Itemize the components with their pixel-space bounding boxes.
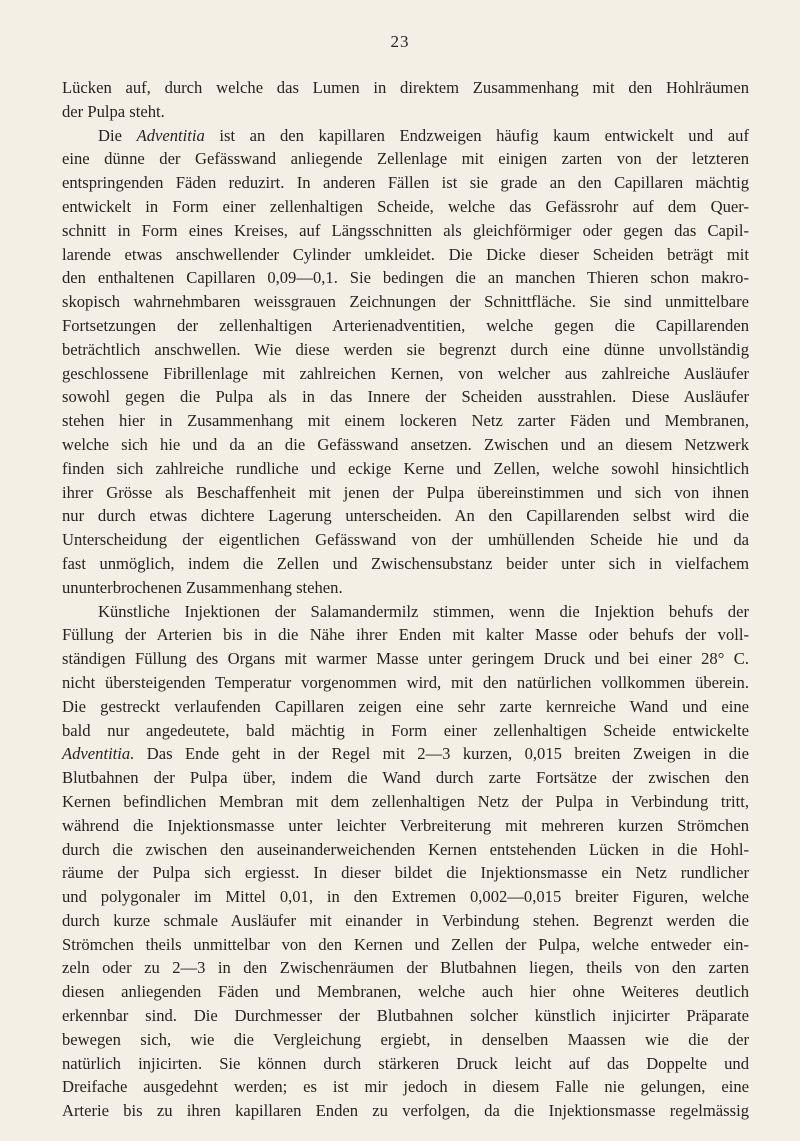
text-line: natürlich injicirten. Sie können durch stärkeren Druck leicht auf das Doppelte und [62,1053,749,1073]
text-line: Kernen befindlichen Membran mit dem zellenhaltigen Netz der Pulpa in Verbindung tritt, [62,791,749,811]
text-line: Dreifache ausgedehnt werden; es ist mir jedoch in diesem Falle nie gelungen, eine [62,1077,749,1097]
text-line-segment: Das Ende geht in der Regel mit 2—3 kurzen, 0,015 breiten Zweigen in die [134,744,749,764]
text-line: ständigen Füllung des Organs mit warmer Masse unter geringem Druck und bei einer 28° C. [62,649,749,669]
text-line: während die Injektionsmasse unter leichter Verbreiterung mit mehreren kurzen Strömchen [62,815,749,835]
text-line: ihrer Grösse als Beschaffenheit mit jenen der Pulpa übereinstimmen und sich von ihnen [62,482,749,502]
text-line [62,124,749,148]
italic-term: Adventitia. [62,744,135,764]
text-line: entwickelt in Form einer zellenhaltigen Scheide, welche das Gefässrohr auf dem Quer- [62,196,749,216]
body-text [62,76,749,1123]
text-line: erkennbar sind. Die Durchmesser der Blutbahnen solcher künstlich injicirter Präparate [62,1006,749,1026]
text-line: Füllung der Arterien bis in die Nähe ihrer Enden mit kalter Masse oder behufs der voll- [62,625,749,645]
text-line: eine dünne der Gefässwand anliegende Zellenlage mit einigen zarten von der letzteren [62,149,749,169]
text-line: bald nur angedeutete, bald mächtig in Form einer zellenhaltigen Scheide entwickelte [62,720,749,740]
text-line: der Pulpa steht. [62,101,165,121]
text-line: geschlossene Fibrillenlage mit zahlreichen Kernen, von welcher aus zahlreiche Ausläufer [62,363,749,383]
page-number: 23 [390,32,410,51]
text-line: beträchtlich anschwellen. Wie diese werden sie begrenzt durch eine dünne unvollständig [62,339,749,359]
text-line: Fortsetzungen der zellenhaltigen Arterienadventitien, welche gegen die Capillarenden [62,315,749,335]
text-line: durch die zwischen den auseinanderweichenden Kernen entstehenden Lücken in die Hohl- [62,839,749,859]
italic-term: Adventitia [136,125,205,145]
text-line: räume der Pulpa sich ergiesst. In dieser bildet die Injektionsmasse ein Netz rundlicher [62,863,749,883]
text-line-segment: ist an den kapillaren Endzweigen häufig kaum entwickelt und auf [204,125,750,145]
text-line: larende etwas anschwellender Cylinder umkleidet. Die Dicke dieser Scheiden beträgt mit [62,244,749,264]
text-line: bewegen sich, wie die Vergleichung ergiebt, in denselben Maassen wie die der [62,1029,749,1049]
text-line: Arterie bis zu ihren kapillaren Enden zu verfolgen, da die Injektionsmasse regelmässig [62,1101,749,1121]
text-line: den enthaltenen Capillaren 0,09—0,1. Sie bedingen die an manchen Thieren schon makro- [62,268,749,288]
text-line: ununterbrochenen Zusammenhang stehen. [62,577,343,597]
text-line: sowohl gegen die Pulpa als in das Innere der Scheiden ausstrahlen. Diese Ausläufer [62,387,749,407]
text-line: diesen anliegenden Fäden und Membranen, welche auch hier ohne Weiteres deutlich [62,982,749,1002]
text-line: stehen hier in Zusammenhang mit einem lockeren Netz zarter Fäden und Membranen, [62,411,749,431]
text-line: Lücken auf, durch welche das Lumen in direktem Zusammenhang mit den Hohlräumen [62,78,749,97]
text-line: welche sich hie und da an die Gefässwand ansetzen. Zwischen und an diesem Netzwerk [62,434,749,454]
text-line: schnitt in Form eines Kreises, auf Längsschnitten als gleichförmiger oder gegen das Capil- [62,220,749,240]
text-line: entspringenden Fäden reduzirt. In anderen Fällen ist sie grade an den Capillaren mächtig [62,173,749,193]
text-line: Künstliche Injektionen der Salamandermilz stimmen, wenn die Injektion behufs der [98,601,749,621]
text-line: skopisch wahrnehmbaren weissgrauen Zeichnungen der Schnittfläche. Sie sind unmittelbare [62,292,749,312]
text-line [62,742,749,766]
text-line: fast unmöglich, indem die Zellen und Zwischensubstanz beider unter sich in vielfachem [62,553,749,573]
text-line: Die gestreckt verlaufenden Capillaren zeigen eine sehr zarte kernreiche Wand und eine [62,696,749,716]
text-line: Strömchen theils unmittelbar von den Kernen und Zellen der Pulpa, welche entweder ein- [62,934,749,954]
text-line: und polygonaler im Mittel 0,01, in den Extremen 0,002—0,015 breiter Figuren, welche [62,887,749,907]
text-line: Unterscheidung der eigentlichen Gefässwand von der umhüllenden Scheide hie und da [62,530,749,550]
text-line: nur durch etwas dichtere Lagerung unterscheiden. An den Capillarenden selbst wird die [62,506,749,526]
text-line-segment: Die [98,125,137,145]
text-line: finden sich zahlreiche rundliche und eckige Kerne und Zellen, welche sowohl hinsichtlich [62,458,749,478]
text-line: durch kurze schmale Ausläufer mit einander in Verbindung stehen. Begrenzt werden die [62,910,749,930]
text-line: zeln oder zu 2—3 in den Zwischenräumen der Blutbahnen liegen, theils von den zarten [62,958,749,978]
text-line: nicht übersteigenden Temperatur vorgenommen wird, mit den natürlichen vollkommen überein. [62,672,749,692]
text-line: Blutbahnen der Pulpa über, indem die Wand durch zarte Fortsätze der zwischen den [62,768,749,788]
